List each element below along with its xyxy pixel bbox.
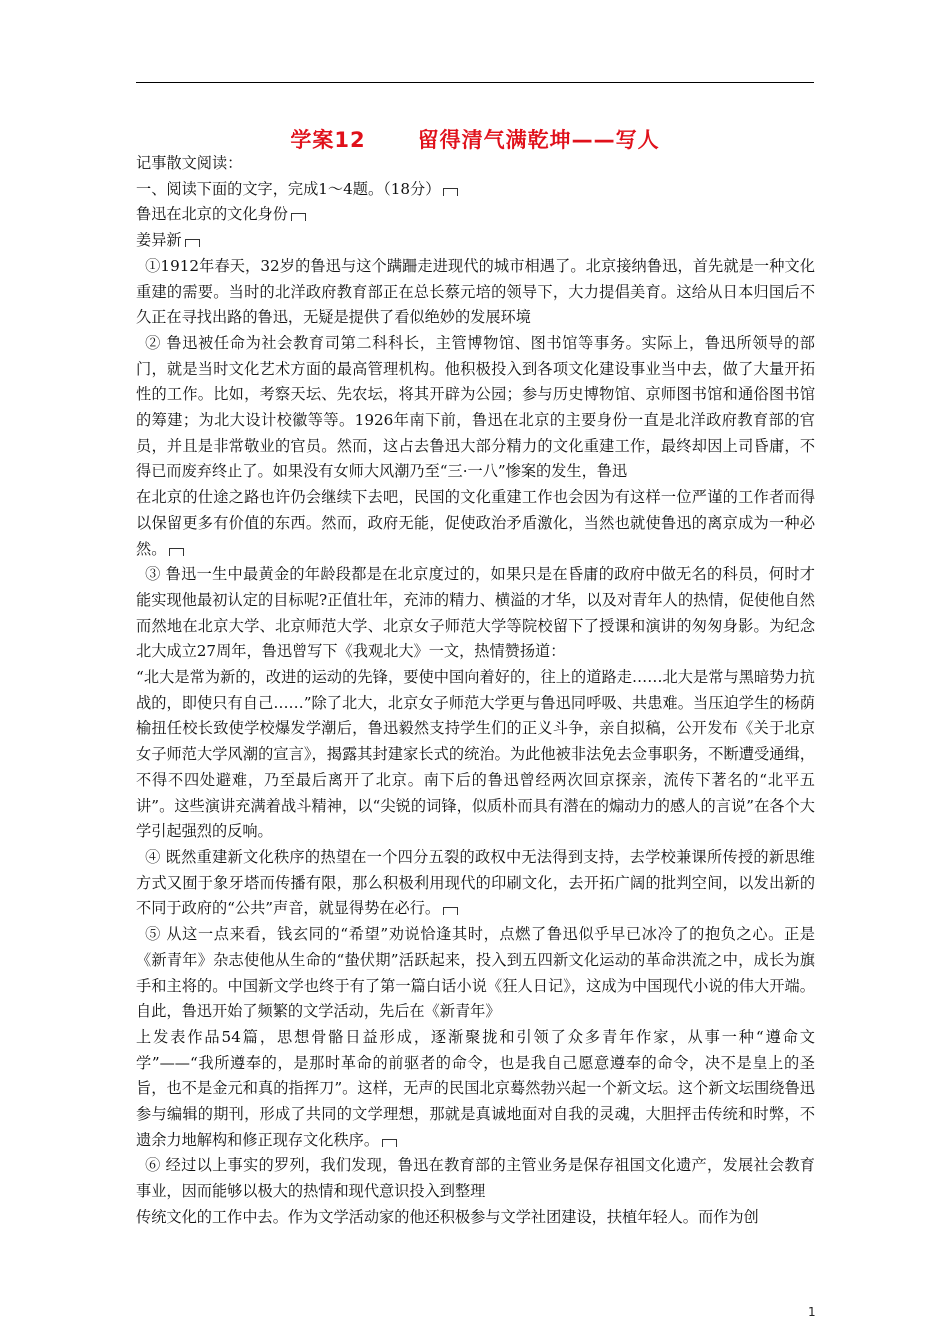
article-author: 姜异新 — [136, 228, 815, 254]
instruction-line: 一、阅读下面的文字，完成1～4题。（18分） — [136, 177, 815, 203]
page-title — [0, 124, 950, 154]
edit-mark-icon — [443, 907, 458, 915]
paragraph-6: ⑥ 经过以上事实的罗列，我们发现，鲁迅在教育部的主管业务是保存祖国文化遗产，发展社会教育事业，因而能够以极大的热情和现代意识投入到整理 — [136, 1156, 815, 1201]
paragraph-3-quote: “北大是常为新的，改进的运动的先锋，要使中国向着好的，往上的道路走……北大是常与黑暗势力抗战的，即使只有自己……”除了北大，北京女子师范大学更与鲁迅同呼吸、共患难。当压迫学生的杨荫榆扭任校长致使学校爆发学潮后，鲁迅毅然支持学生们的正义斗争，亲自拟稿，公开发布《关于北京女子师范大学风潮的宣言》，揭露其封建家长式的统治。为此他被非法免去佥事职务，不断遭受通缉，不得不四处避难，乃至最后离开了北京。南下后的鲁迅曾经两次回京探亲，流传下著名的“北平五讲”。这些演讲充满着战斗精神，以“尖锐的词锋，似质朴而具有潜在的煽动力的感人的言说”在各个大学引起强烈的反响。 — [136, 668, 815, 841]
paragraph-2-continued: 在北京的仕途之路也许仍会继续下去吧，民国的文化重建工作也会因为有这样一位严谨的工作者而得以保留更多有价值的东西。然而，政府无能，促使政治矛盾激化，当然也就使鲁迅的离京成为一种必然。 — [136, 488, 815, 558]
edit-mark-icon — [185, 239, 200, 247]
lesson-heading: 留得清气满乾坤——写人 — [417, 128, 660, 152]
edit-mark-icon — [291, 213, 306, 221]
paragraph-5-continued: 上发表作品54篇，思想骨骼日益形成，逐渐聚拢和引领了众多青年作家，从事一种“遵命文学”——“我所遵奉的，是那时革命的前驱者的命令，也是我自己愿意遵奉的命令，决不是皇上的圣旨，也不是金元和真的指挥刀”。这样，无声的民国北京蓦然勃兴起一个新文坛。这个新文坛围绕鲁迅参与编辑的期刊，形成了共同的文学理想，那就是真诚地面对自我的灵魂，大胆抨击传统和时弊，不遗余力地解构和修正现存文化秩序。 — [136, 1027, 815, 1149]
page-number: 1 — [808, 1305, 816, 1319]
paragraph-6-continued: 传统文化的工作中去。作为文学活动家的他还积极参与文学社团建设，扶植年轻人。而作为创 — [136, 1207, 759, 1226]
paragraph-1: ①1912年春天，32岁的鲁迅与这个蹒跚走进现代的城市相遇了。北京接纳鲁迅，首先就是一种文化重建的需要。当时的北洋政府教育部正在总长蔡元培的领导下，大力提倡美育。这给从日本归国后不久正在寻找出路的鲁迅，无疑是提供了看似绝妙的发展环境 — [136, 256, 815, 327]
paragraph-5: ⑤ 从这一点来看，钱玄同的“希望”劝说恰逢其时，点燃了鲁迅似乎早已冰冷了的抱负之心。正是《新青年》杂志使他从生命的“蛰伏期”活跃起来，投入到五四新文化运动的革命洪流之中，成长为旗手和主将的。中国新文学也终于有了第一篇白话小说《狂人日记》，这成为中国现代小说的伟大开端。自此，鲁迅开始了频繁的文学活动，先后在《新青年》 — [136, 925, 815, 1021]
paragraph-4: ④ 既然重建新文化秩序的热望在一个四分五裂的政权中无法得到支持，去学校兼课所传授的新思维方式又囿于象牙塔而传播有限，那么积极利用现代的印刷文化，去开拓广阔的批判空间，以发出新的不同于政府的“公共”声音，就显得势在必行。 — [136, 847, 815, 918]
edit-mark-icon — [443, 188, 458, 196]
article-title: 鲁迅在北京的文化身份 — [136, 202, 815, 228]
lesson-number: 学案12 — [290, 128, 366, 152]
paragraph-3: ③ 鲁迅一生中最黄金的年龄段都是在北京度过的，如果只是在昏庸的政府中做无名的科员，何时才能实现他最初认定的目标呢?正值壮年，充沛的精力、横溢的才华，以及对青年人的热情，促使他自然而然地在北京大学、北京师范大学、北京女子师范大学等院校留下了授课和演讲的匆匆身影。为纪念北大成立27周年，鲁迅曾写下《我观北大》一文，热情赞扬道： — [136, 565, 815, 661]
edit-mark-icon — [382, 1139, 397, 1147]
section-label: 记事散文阅读： — [136, 154, 243, 172]
paragraph-2: ② 鲁迅被任命为社会教育司第二科科长，主管博物馆、图书馆等事务。实际上，鲁迅所领导的部门，就是当时文化艺术方面的最高管理机构。他积极投入到各项文化建设事业当中去，做了大量开拓性的工作。比如，考察天坛、先农坛，将其开辟为公园；参与历史博物馆、京师图书馆和通俗图书馆的筹建；为北大设计校徽等等。1926年南下前，鲁迅在北京的主要身份一直是北洋政府教育部的官员，并且是非常敬业的官员。然而，这占去鲁迅大部分精力的文化重建工作，最终却因上司昏庸，不得已而废弃终止了。如果没有女师大风潮乃至“三·一八”惨案的发生，鲁迅 — [136, 333, 815, 481]
edit-mark-icon — [169, 548, 184, 556]
document-body — [136, 151, 815, 1231]
header-rule — [136, 82, 814, 83]
